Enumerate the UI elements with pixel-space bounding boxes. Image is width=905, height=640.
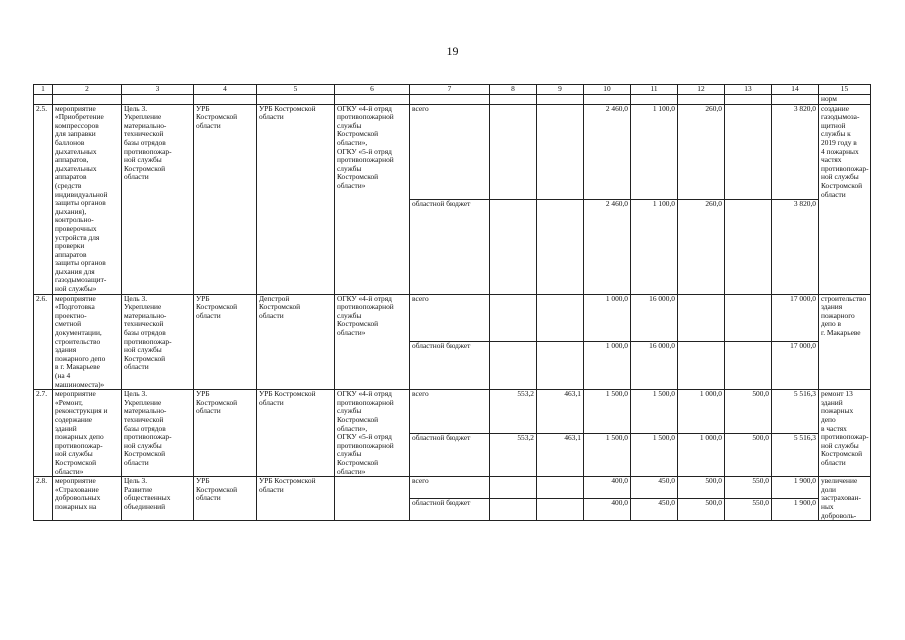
column-number: 5: [257, 85, 335, 95]
amount-cell: [725, 294, 772, 342]
amount-cell: [490, 342, 537, 390]
amount-cell: 553,2: [490, 433, 537, 476]
measure-goal: Цель 3. Укрепление материально- технической базы отрядов противопожар- ной службы Костромской области: [122, 294, 194, 390]
co-executor: Депстрой Костромской области: [257, 294, 335, 390]
amount-cell: 400,0: [584, 477, 631, 499]
co-executor: УРБ Костромской области: [257, 477, 335, 521]
participant: ОГКУ «4-й отряд противопожарной службы Костромской области», ОГКУ «5-й отряд противопожарной службы Костромской области»: [335, 390, 410, 477]
amount-cell: 550,0: [725, 477, 772, 499]
total-amount: 17 000,0: [772, 342, 819, 390]
program-measures-table: [33, 84, 871, 521]
measure-goal: Цель 3. Укрепление материально- технической базы отрядов противопожар- ной службы Костромской области: [122, 104, 194, 294]
amount-cell: 1 500,0: [631, 433, 678, 476]
measure-number: 2.7.: [34, 390, 53, 477]
total-amount: 5 516,3: [772, 433, 819, 476]
amount-cell: [537, 499, 584, 521]
column-number: 8: [490, 85, 537, 95]
expected-result: ремонт 13 зданий пожарных депо в частях противопожар- ной службы Костромской области: [819, 390, 871, 477]
amount-cell: [490, 294, 537, 342]
measure-name: мероприятие «Приобретение компрессоров для заправки баллонов дыхательных аппаратов, дыхательных аппаратов (средств индивидуальной защиты органов дыхания), контрольно- проверочных устройств для проверки аппаратов защиты органов дыхания для газодымозащит- ной службы»: [53, 104, 122, 294]
column-number: 15: [819, 85, 871, 95]
total-amount: 17 000,0: [772, 294, 819, 342]
total-amount: 1 900,0: [772, 477, 819, 499]
amount-cell: 16 000,0: [631, 342, 678, 390]
column-number: 13: [725, 85, 772, 95]
amount-cell: 500,0: [678, 477, 725, 499]
total-amount: 3 820,0: [772, 199, 819, 294]
amount-cell: 1 500,0: [631, 390, 678, 433]
amount-cell: 1 500,0: [584, 433, 631, 476]
amount-cell: 463,1: [537, 433, 584, 476]
participant: ОГКУ «4-й отряд противопожарной службы Костромской области», ОГКУ «5-й отряд противопожарной службы Костромской области»: [335, 104, 410, 294]
amount-cell: 1 500,0: [584, 390, 631, 433]
funding-source: областной бюджет: [410, 499, 490, 521]
column-number: 1: [34, 85, 53, 95]
amount-cell: [490, 499, 537, 521]
amount-cell: [537, 342, 584, 390]
amount-cell: [725, 342, 772, 390]
amount-cell: 1 000,0: [584, 294, 631, 342]
amount-cell: 1 000,0: [678, 390, 725, 433]
co-executor: УРБ Костромской области: [257, 390, 335, 477]
amount-cell: [537, 477, 584, 499]
total-amount: 1 900,0: [772, 499, 819, 521]
amount-cell: 260,0: [678, 199, 725, 294]
amount-cell: 500,0: [725, 390, 772, 433]
co-executor: УРБ Костромской области: [257, 104, 335, 294]
amount-cell: 1 100,0: [631, 199, 678, 294]
amount-cell: [725, 104, 772, 199]
funding-source: областной бюджет: [410, 433, 490, 476]
column-number: 11: [631, 85, 678, 95]
responsible-executor: УРБ Костромской области: [194, 294, 257, 390]
amount-cell: [537, 104, 584, 199]
carry-over-row: [34, 95, 871, 105]
measure-number: 2.5.: [34, 104, 53, 294]
funding-source: областной бюджет: [410, 199, 490, 294]
funding-source: всего: [410, 294, 490, 342]
total-amount: 5 516,3: [772, 390, 819, 433]
amount-cell: [537, 199, 584, 294]
responsible-executor: УРБ Костромской области: [194, 390, 257, 477]
column-number: 10: [584, 85, 631, 95]
responsible-executor: УРБ Костромской области: [194, 104, 257, 294]
participant: [335, 477, 410, 521]
funding-source: всего: [410, 390, 490, 433]
measure-name: мероприятие «Ремонт, реконструкция и содержание зданий пожарных депо противопожар- ной службы Костромской области»: [53, 390, 122, 477]
amount-cell: 260,0: [678, 104, 725, 199]
column-number: 6: [335, 85, 410, 95]
amount-cell: [678, 294, 725, 342]
expected-result: строительство здания пожарного депо в г. Макарьеве: [819, 294, 871, 390]
measure-goal: Цель 3. Укрепление материально- технической базы отрядов противопожар- ной службы Костромской области: [122, 390, 194, 477]
measure-row: [34, 104, 871, 199]
amount-cell: 1 100,0: [631, 104, 678, 199]
funding-source: областной бюджет: [410, 342, 490, 390]
column-number: 4: [194, 85, 257, 95]
amount-cell: 463,1: [537, 390, 584, 433]
amount-cell: 550,0: [725, 499, 772, 521]
funding-source: всего: [410, 104, 490, 199]
amount-cell: 500,0: [678, 499, 725, 521]
amount-cell: [490, 104, 537, 199]
measure-number: 2.8.: [34, 477, 53, 521]
column-number-row: [34, 85, 871, 95]
measure-name: мероприятие «Подготовка проектно- сметной документации, строительство здания пожарного депо в г. Макарьеве (на 4 машиноместа)»: [53, 294, 122, 390]
measure-goal: Цель 3. Развитие общественных объединений: [122, 477, 194, 521]
amount-cell: [725, 199, 772, 294]
expected-result: увеличение доли застрахован- ных доброволь-: [819, 477, 871, 521]
measure-number: 2.6.: [34, 294, 53, 390]
measure-row: [34, 294, 871, 342]
total-amount: 3 820,0: [772, 104, 819, 199]
amount-cell: 1 000,0: [584, 342, 631, 390]
column-number: 14: [772, 85, 819, 95]
measure-row: [34, 390, 871, 433]
measure-row: [34, 477, 871, 499]
carry-over-text: норм: [819, 95, 871, 105]
amount-cell: [678, 342, 725, 390]
amount-cell: 450,0: [631, 477, 678, 499]
participant: ОГКУ «4-й отряд противопожарной службы Костромской области»: [335, 294, 410, 390]
column-number: 3: [122, 85, 194, 95]
page-number: 19: [446, 44, 459, 58]
amount-cell: 2 460,0: [584, 199, 631, 294]
amount-cell: 2 460,0: [584, 104, 631, 199]
column-number: 2: [53, 85, 122, 95]
measure-name: мероприятие «Страхование добровольных пожарных на: [53, 477, 122, 521]
amount-cell: [490, 199, 537, 294]
expected-result: создание газодымоза- щитной службы к 2019 году в 4 пожарных частях противопожар- ной службы Костромской области: [819, 104, 871, 294]
amount-cell: 400,0: [584, 499, 631, 521]
amount-cell: [537, 294, 584, 342]
column-number: 7: [410, 85, 490, 95]
amount-cell: [490, 477, 537, 499]
responsible-executor: УРБ Костромской области: [194, 477, 257, 521]
amount-cell: 16 000,0: [631, 294, 678, 342]
column-number: 12: [678, 85, 725, 95]
amount-cell: 500,0: [725, 433, 772, 476]
amount-cell: 450,0: [631, 499, 678, 521]
amount-cell: 553,2: [490, 390, 537, 433]
funding-source: всего: [410, 477, 490, 499]
column-number: 9: [537, 85, 584, 95]
amount-cell: 1 000,0: [678, 433, 725, 476]
